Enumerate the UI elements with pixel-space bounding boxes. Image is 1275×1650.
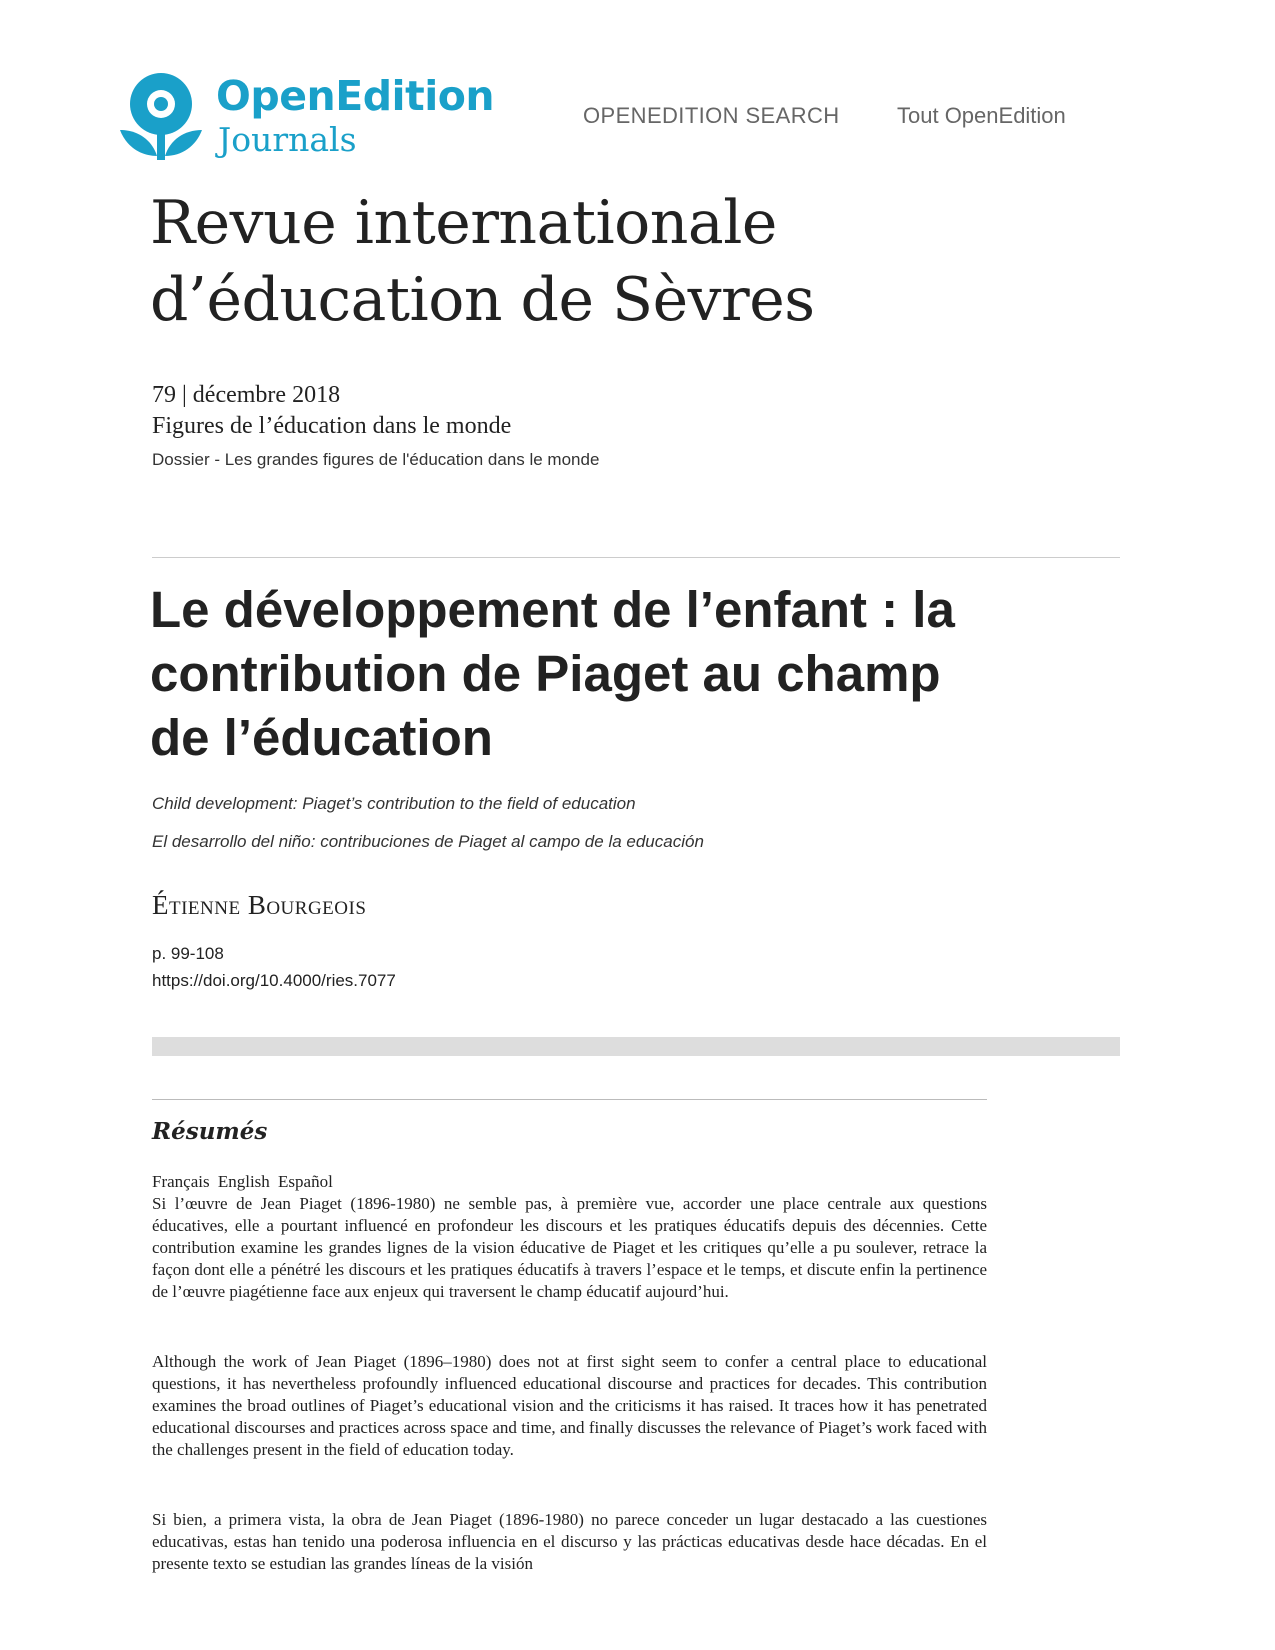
- issue-theme: Figures de l’éducation dans le monde: [152, 413, 512, 439]
- author-name[interactable]: Étienne Bourgeois: [152, 890, 367, 920]
- abstract-language-list: [152, 1172, 337, 1192]
- article-title: [150, 578, 1130, 770]
- language-link-english[interactable]: English: [217, 1172, 270, 1191]
- issue-dossier: Dossier - Les grandes figures de l'éducation dans le monde: [152, 450, 600, 469]
- article-title-line1: Le développement de l’enfant : la: [150, 581, 955, 638]
- page-range: p. 99-108: [152, 944, 224, 963]
- nav-tout-openedition[interactable]: Tout OpenEdition: [897, 103, 1066, 128]
- journal-title[interactable]: [150, 185, 1150, 339]
- divider: [152, 1099, 987, 1100]
- issue-number[interactable]: 79 | décembre 2018: [152, 382, 341, 408]
- openedition-flower-icon: [118, 70, 208, 165]
- subtitle-spanish: El desarrollo del niño: contribuciones de Piaget al campo de la educación: [152, 832, 704, 851]
- logo-sub-text: Journals: [218, 120, 357, 159]
- abstracts-heading: Résumés: [152, 1118, 268, 1145]
- openedition-journals-logo[interactable]: [118, 70, 495, 165]
- language-link-spanish[interactable]: Español: [278, 1172, 333, 1191]
- subtitle-english: Child development: Piaget’s contribution to the field of education: [152, 794, 636, 813]
- article-title-line3: de l’éducation: [150, 709, 493, 766]
- divider: [152, 557, 1120, 558]
- nav-openedition-search[interactable]: OPENEDITION SEARCH: [583, 103, 840, 128]
- abstract-spanish: Si bien, a primera vista, la obra de Jean Piaget (1896-1980) no parece conceder un lugar destacado a las cuestiones educativas, estas han tenido una poderosa influencia en el discurso y las prácticas educativas desde hace décadas. En el presente texto se estudian las grandes líneas de la visión: [152, 1510, 987, 1573]
- journal-title-line2: d’éducation de Sèvres: [150, 265, 815, 335]
- abstract-english: Although the work of Jean Piaget (1896–1980) does not at first sight seem to confer a central place to educational questions, it has nevertheless profoundly influenced educational discourse and practices for decades. This contribution examines the broad outlines of Piaget’s educational vision and the criticisms it has raised. It traces how it has penetrated educational discourses and practices across space and time, and finally discusses the relevance of Piaget’s work faced with the challenges present in the field of education today.: [152, 1352, 987, 1459]
- language-link-french[interactable]: Français: [152, 1172, 210, 1191]
- abstract-french: Si l’œuvre de Jean Piaget (1896-1980) ne semble pas, à première vue, accorder une place centrale aux questions éducatives, elle a pourtant influencé en profondeur les discours et les pratiques éducatifs depuis des décennies. Cette contribution examine les grandes lignes de la vision éducative de Piaget et les critiques qu’elle a pu soulever, retrace la façon dont elle a pénétré les discours et les pratiques éducatifs à travers l’espace et le temps, et discute enfin la pertinence de l’œuvre piagétienne face aux enjeux qui traversent le champ éducatif aujourd’hui.: [152, 1194, 987, 1301]
- journal-title-line1: Revue internationale: [150, 188, 777, 258]
- logo-brand-text: OpenEdition: [216, 72, 495, 120]
- doi-link[interactable]: https://doi.org/10.4000/ries.7077: [152, 971, 396, 990]
- separator-bar: [152, 1037, 1120, 1056]
- article-title-line2: contribution de Piaget au champ: [150, 645, 941, 702]
